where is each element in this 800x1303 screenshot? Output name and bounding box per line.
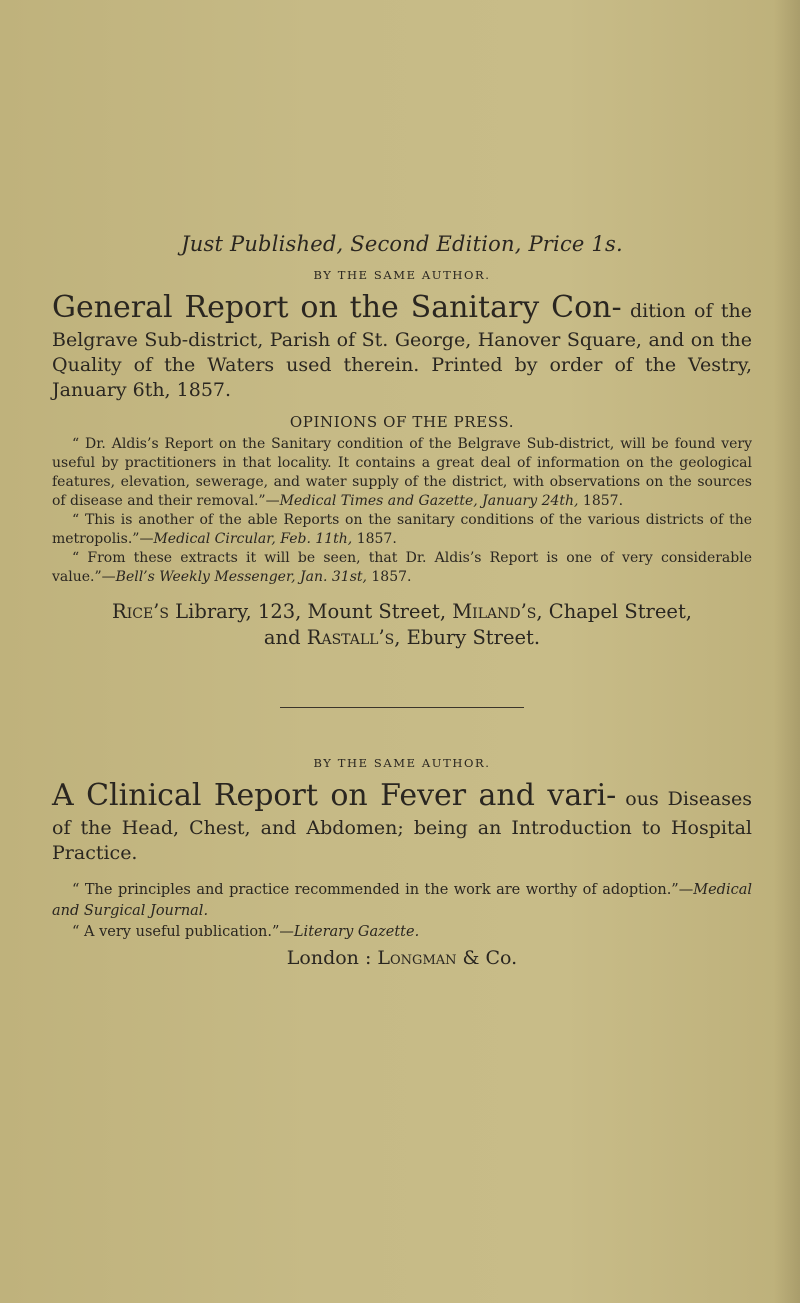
- clinical-report-title-lead: A Clinical Report on Fever and vari-: [52, 778, 617, 813]
- review-quote-1: [52, 880, 752, 922]
- published-line: Just Published, Second Edition, Price 1s.: [181, 232, 623, 256]
- press-quote-3-year: 1857.: [366, 569, 412, 585]
- review-quote-1-text: “ The principles and practice recommended in the work are worthy of adoption.”—: [72, 882, 694, 898]
- press-quote-2-text: “ This is another of the able Reports on the sanitary conditions of the various districts of the metropolis.”—: [52, 512, 752, 547]
- press-quote-3-source: Bell’s Weekly Messenger, Jan. 31st,: [115, 569, 367, 585]
- seller-rastall-address: , Ebury Street.: [394, 626, 541, 649]
- press-quote-1: [52, 435, 752, 511]
- clinical-report-title-rest: ous Diseases of the Head, Chest, and Abdomen; being an Introduction to Hospital Practice.: [52, 788, 753, 864]
- seller-rastall: Rastall’s: [306, 626, 395, 649]
- press-quote-2: [52, 511, 752, 549]
- page-edge-shadow: [774, 0, 800, 1303]
- clinical-report-title: [52, 776, 752, 866]
- sellers-line: [52, 599, 752, 651]
- publisher-name: Longman: [377, 947, 457, 969]
- by-author-heading-2: BY THE SAME AUTHOR.: [313, 756, 491, 770]
- page-content: [52, 232, 752, 969]
- review-quote-1-source: Medical and Surgical Journal.: [52, 882, 752, 919]
- opinions-heading: OPINIONS OF THE PRESS.: [289, 413, 515, 431]
- seller-rice: Rice’s: [112, 600, 169, 623]
- press-quote-1-text: “ Dr. Aldis’s Report on the Sanitary condition of the Belgrave Sub-district, will be found very useful by practitioners in that locality. It contains a great deal of information on the geological features, elevation, sewerage, and water supply of the district, with observations on the sources of disease and their removal.”—: [52, 436, 752, 509]
- general-report-title-lead: General Report on the Sanitary Con-: [52, 290, 622, 325]
- press-quote-1-year: 1857.: [578, 493, 624, 509]
- seller-miland-address: , Chapel Street,: [536, 600, 692, 623]
- press-quote-2-source: Medical Circular, Feb. 11th,: [153, 531, 353, 547]
- general-report-title: [52, 288, 752, 403]
- publisher-prefix: London :: [286, 947, 378, 969]
- seller-rice-address: Library, 123, Mount Street,: [168, 600, 453, 623]
- general-report-title-rest: dition of the Belgrave Sub-district, Parish of St. George, Hanover Square, and on the Quality of the Waters used therein. Printed by order of the Vestry, January 6th, 1857.: [52, 300, 752, 401]
- review-quote-2-source: Literary Gazette.: [293, 924, 420, 940]
- review-quote-2-text: “ A very useful publication.”—: [72, 924, 294, 940]
- press-quote-3: [52, 549, 752, 587]
- review-quote-2: [52, 922, 752, 943]
- press-quote-3-text: “ From these extracts it will be seen, that Dr. Aldis’s Report is one of very considerable value.”—: [52, 550, 752, 585]
- publisher-suffix: & Co.: [456, 947, 518, 969]
- by-author-heading-1: BY THE SAME AUTHOR.: [313, 268, 491, 282]
- seller-and: and: [263, 626, 307, 649]
- seller-miland: Miland’s: [452, 600, 537, 623]
- section-divider: [280, 707, 524, 708]
- publisher-line: [52, 947, 752, 969]
- press-quote-2-year: 1857.: [352, 531, 397, 547]
- press-quote-1-source: Medical Times and Gazette, January 24th,: [279, 493, 579, 509]
